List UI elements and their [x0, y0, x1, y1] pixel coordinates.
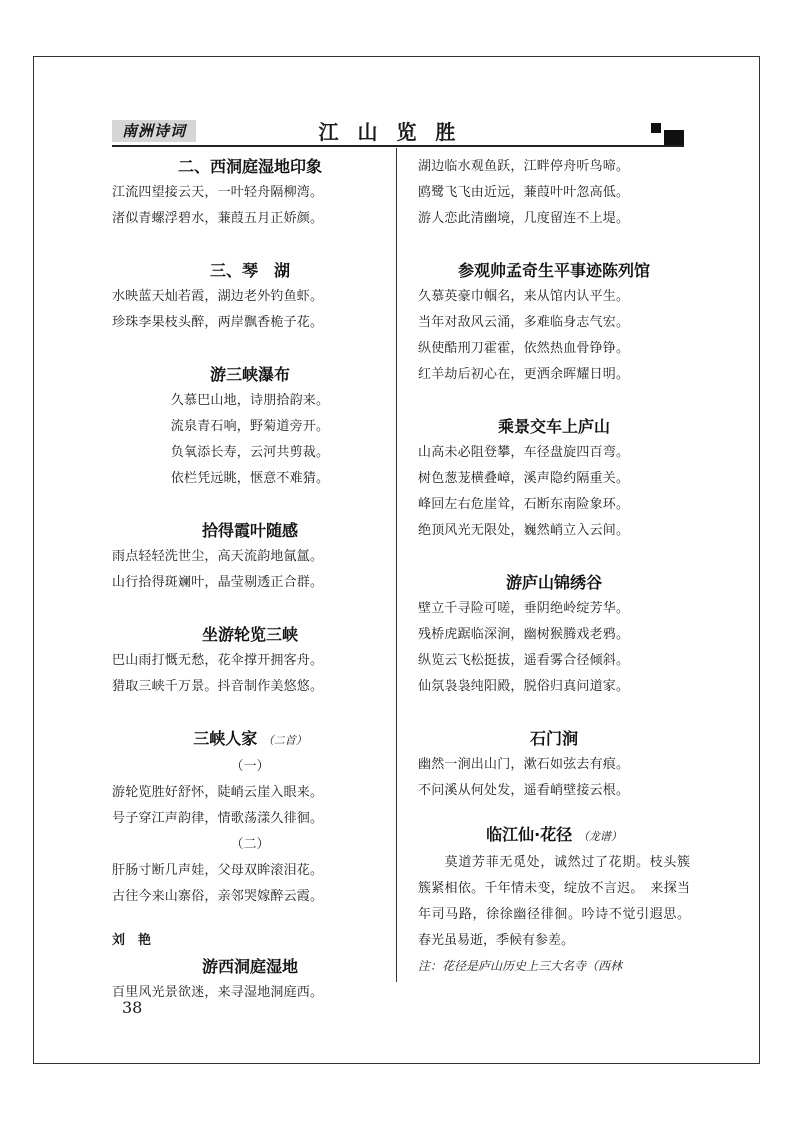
footnote: 注：花径是庐山历史上三大名寺（西林	[418, 959, 623, 973]
poem-line: 古往今来山寨俗，亲邻哭嫁醉云霞。	[112, 889, 324, 904]
poem-line: 珍珠李果枝头醉，两岸飘香桅子花。	[112, 315, 324, 330]
right-column	[418, 154, 690, 978]
poem-line: 幽然一涧出山门，漱石如弦去有痕。	[418, 757, 630, 772]
poem-line: 鸥鹭飞飞由近远，蒹葭叶叶忽高低。	[418, 185, 630, 200]
ci-linjiangxian-huajing	[418, 822, 690, 978]
poem-west-dongting-wetland	[112, 954, 388, 1006]
poem-line: 水映蓝天灿若霞，湖边老外钓鱼虾。	[112, 289, 324, 304]
poem-title	[112, 726, 388, 754]
poem-shimen-stream	[418, 726, 690, 804]
poem-line: 不问溪从何处发，遥看峭壁接云根。	[418, 783, 630, 798]
poem-title: 坐游轮览三峡	[201, 625, 298, 644]
poem-title: 游西洞庭湿地	[201, 957, 298, 976]
poem-line: 游轮览胜好舒怀，陡峭云崖入眼来。	[112, 785, 324, 800]
ci-body	[418, 850, 690, 954]
poem-title: 石门涧	[529, 729, 578, 748]
poem-red-leaf	[112, 518, 388, 596]
author-name: 刘 艳	[112, 933, 152, 948]
poem-three-gorges-family	[112, 726, 388, 910]
poem-line: 当年对敌风云涌，多难临身志气宏。	[418, 315, 630, 330]
poem-line: 负氧添长寿，云河共剪裁。	[170, 445, 330, 460]
header-rule	[112, 145, 684, 147]
section-title: 江 山 览 胜	[318, 120, 462, 144]
poem-line: 峰回左右危崖耸，石断东南险象环。	[418, 497, 630, 512]
poem-line: 绝顶风光无限处，巍然峭立入云间。	[418, 523, 630, 538]
poem-continuation	[418, 154, 690, 232]
poem-line: 久慕巴山地，诗朋拾韵来。	[170, 393, 330, 408]
poem-title-text: 三峡人家	[193, 729, 258, 748]
poem-line: 红羊劫后初心在，更洒余晖耀日明。	[418, 367, 630, 382]
poem-line: 山高未必阻登攀，车径盘旋四百弯。	[418, 445, 630, 460]
poem-title	[418, 822, 690, 850]
poem-subtitle: （一）	[230, 759, 270, 774]
column-badge: 南洲诗词	[112, 120, 196, 142]
poem-line: 百里风光景欲迷，来寻湿地洞庭西。	[112, 985, 324, 1000]
poem-title: 乘景交车上庐山	[497, 417, 610, 436]
poem-three-gorges-waterfall	[112, 362, 388, 492]
ci-text: 莫道芳菲无觅处，诚然过了花期。枝头簇簇紧相依。千年情未变，绽放不言迟。 来探当年司马路，徐徐幽径徘徊。吟诗不觉引遐思。春光虽易逝，季候有参差。	[418, 855, 690, 948]
poem-lushan-jinxiu-valley	[418, 570, 690, 700]
square-decoration-icon-large	[664, 130, 684, 146]
poem-line: 肝肠寸断几声娃，父母双眸滚泪花。	[112, 863, 324, 878]
poem-lushan-bus	[418, 414, 690, 544]
poem-line: 雨点轻轻洗世尘，高天流韵地氤氲。	[112, 549, 324, 564]
poem-line: 依栏凭远眺，惬意不难猜。	[170, 471, 330, 486]
poem-line: 号子穿江声韵律，情歌荡漾久徘徊。	[112, 811, 324, 826]
poem-line: 树色葱茏横叠嶂，溪声隐约隔重关。	[418, 471, 630, 486]
page-number: 38	[122, 998, 143, 1017]
poem-title: 游庐山锦绣谷	[505, 573, 602, 592]
poem-title: 三、琴 湖	[209, 261, 290, 280]
poem-cruise-three-gorges	[112, 622, 388, 700]
poem-line: 残桥虎踞临深涧，幽树猴腾戏老鸦。	[418, 627, 630, 642]
poem-title: 游三峡瀑布	[209, 365, 290, 384]
poem-line: 流泉青石响，野菊道旁开。	[170, 419, 330, 434]
poem-line: 游人恋此清幽境，几度留连不上堤。	[418, 211, 630, 226]
poem-subtitle: （二）	[230, 837, 270, 852]
poem-line: 渚似青螺浮碧水，蒹葭五月正娇颜。	[112, 211, 324, 226]
poem-line: 巴山雨打慨无愁，花伞撑开拥客舟。	[112, 653, 324, 668]
poem-line: 久慕英豪巾帼名，来从馆内认平生。	[418, 289, 630, 304]
poem-title-note: （龙谱）	[577, 830, 622, 843]
square-decoration-icon	[651, 123, 661, 133]
poem-west-dongting-impression	[112, 154, 388, 232]
poem-line: 壁立千寻险可嗟，垂阴绝岭绽芳华。	[418, 601, 630, 616]
poem-qin-lake	[112, 258, 388, 336]
poem-title: 拾得霞叶随感	[201, 521, 298, 540]
poem-shuai-mengqi-museum	[418, 258, 690, 388]
poem-line: 山行拾得斑斓叶，晶莹剔透正合群。	[112, 575, 324, 590]
poem-title: 参观帅孟奇生平事迹陈列馆	[457, 261, 650, 280]
poem-title-text: 临江仙·花径	[486, 825, 573, 844]
poem-title-note: （二首）	[262, 734, 307, 747]
left-column	[112, 154, 388, 1006]
poem-line: 纵览云飞松挺拔，遥看雾合径倾斜。	[418, 653, 630, 668]
poem-line: 湖边临水观鱼跃，江畔停舟听鸟啼。	[418, 159, 630, 174]
poem-line: 江流四望接云天，一叶轻舟隔柳湾。	[112, 185, 324, 200]
poem-line: 纵使酷刑刀霍霍，依然热血骨铮铮。	[418, 341, 630, 356]
poem-title: 二、西洞庭湿地印象	[177, 157, 322, 176]
poem-line: 仙氛袅袅纯阳殿，脱俗归真问道家。	[418, 679, 630, 694]
column-divider	[396, 148, 397, 982]
poem-line: 猎取三峡千万景。抖音制作美悠悠。	[112, 679, 324, 694]
